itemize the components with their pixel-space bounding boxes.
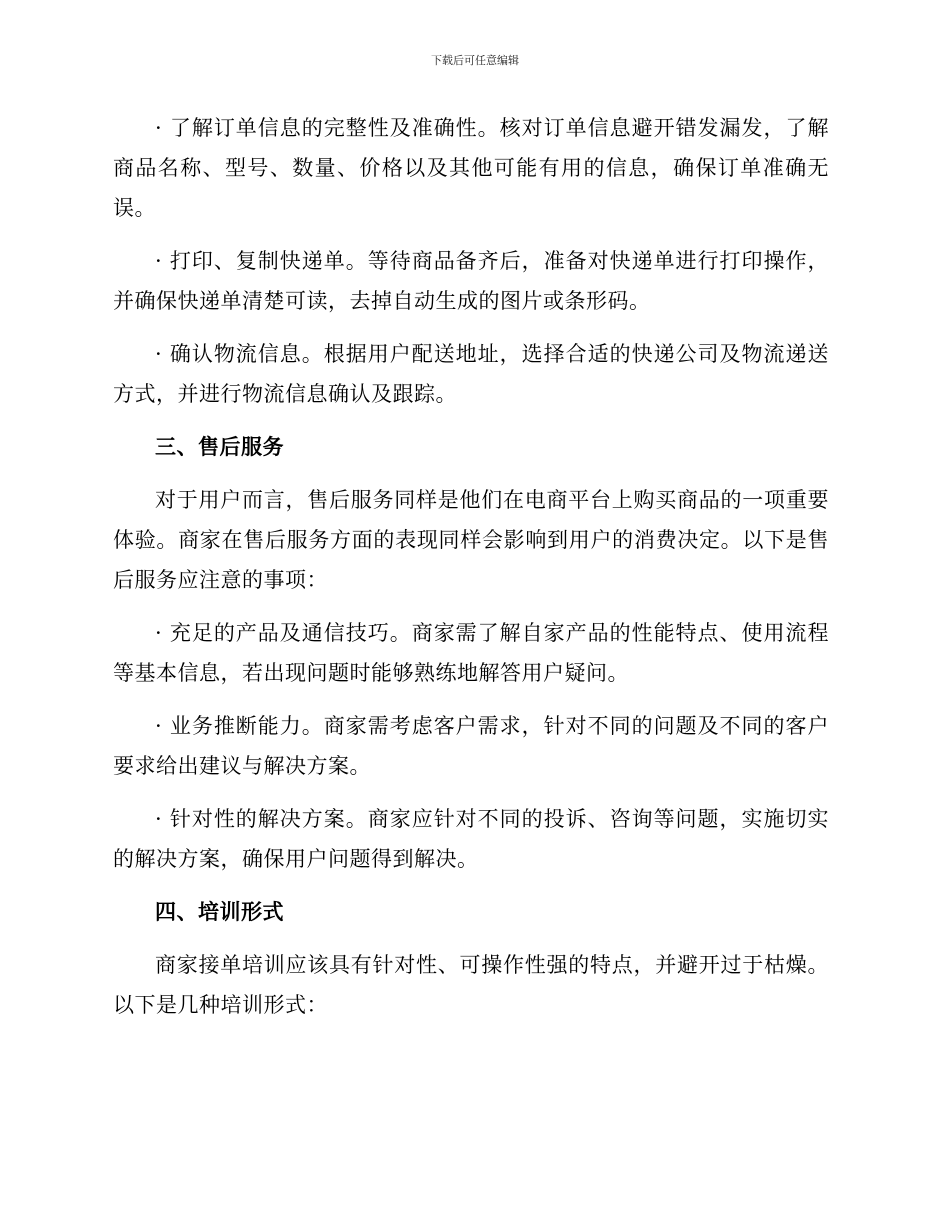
bullet-product-knowledge: · 充足的产品及通信技巧。商家需了解自家产品的性能特点、使用流程等基本信息，若出现问题时能够熟练地解答用户疑问。 — [113, 621, 829, 685]
section-heading-after-sales: 三、售后服务 — [155, 434, 284, 459]
document-body — [113, 108, 829, 1038]
bullet-confirm-logistics: · 确认物流信息。根据用户配送地址，选择合适的快递公司及物流递送方式，并进行物流信息确认及跟踪。 — [113, 342, 829, 406]
bullet-business-judgment: · 业务推断能力。商家需考虑客户需求，针对不同的问题及不同的客户要求给出建议与解决方案。 — [113, 714, 829, 778]
after-sales-intro-paragraph: 对于用户而言，售后服务同样是他们在电商平台上购买商品的一项重要体验。商家在售后服务方面的表现同样会影响到用户的消费决定。以下是售后服务应注意的事项： — [113, 488, 829, 592]
training-intro-paragraph: 商家接单培训应该具有针对性、可操作性强的特点，并避开过于枯燥。以下是几种培训形式： — [113, 953, 829, 1017]
bullet-targeted-solutions: · 针对性的解决方案。商家应针对不同的投诉、咨询等问题，实施切实的解决方案，确保用户问题得到解决。 — [113, 807, 829, 871]
page-header: 下载后可任意编辑 — [431, 54, 519, 67]
bullet-order-accuracy: · 了解订单信息的完整性及准确性。核对订单信息避开错发漏发，了解商品名称、型号、数量、价格以及其他可能有用的信息，确保订单准确无误。 — [113, 116, 829, 220]
section-heading-training-format: 四、培训形式 — [155, 899, 284, 924]
bullet-print-waybill: · 打印、复制快递单。等待商品备齐后，准备对快递单进行打印操作，并确保快递单清楚可读，去掉自动生成的图片或条形码。 — [113, 249, 829, 313]
